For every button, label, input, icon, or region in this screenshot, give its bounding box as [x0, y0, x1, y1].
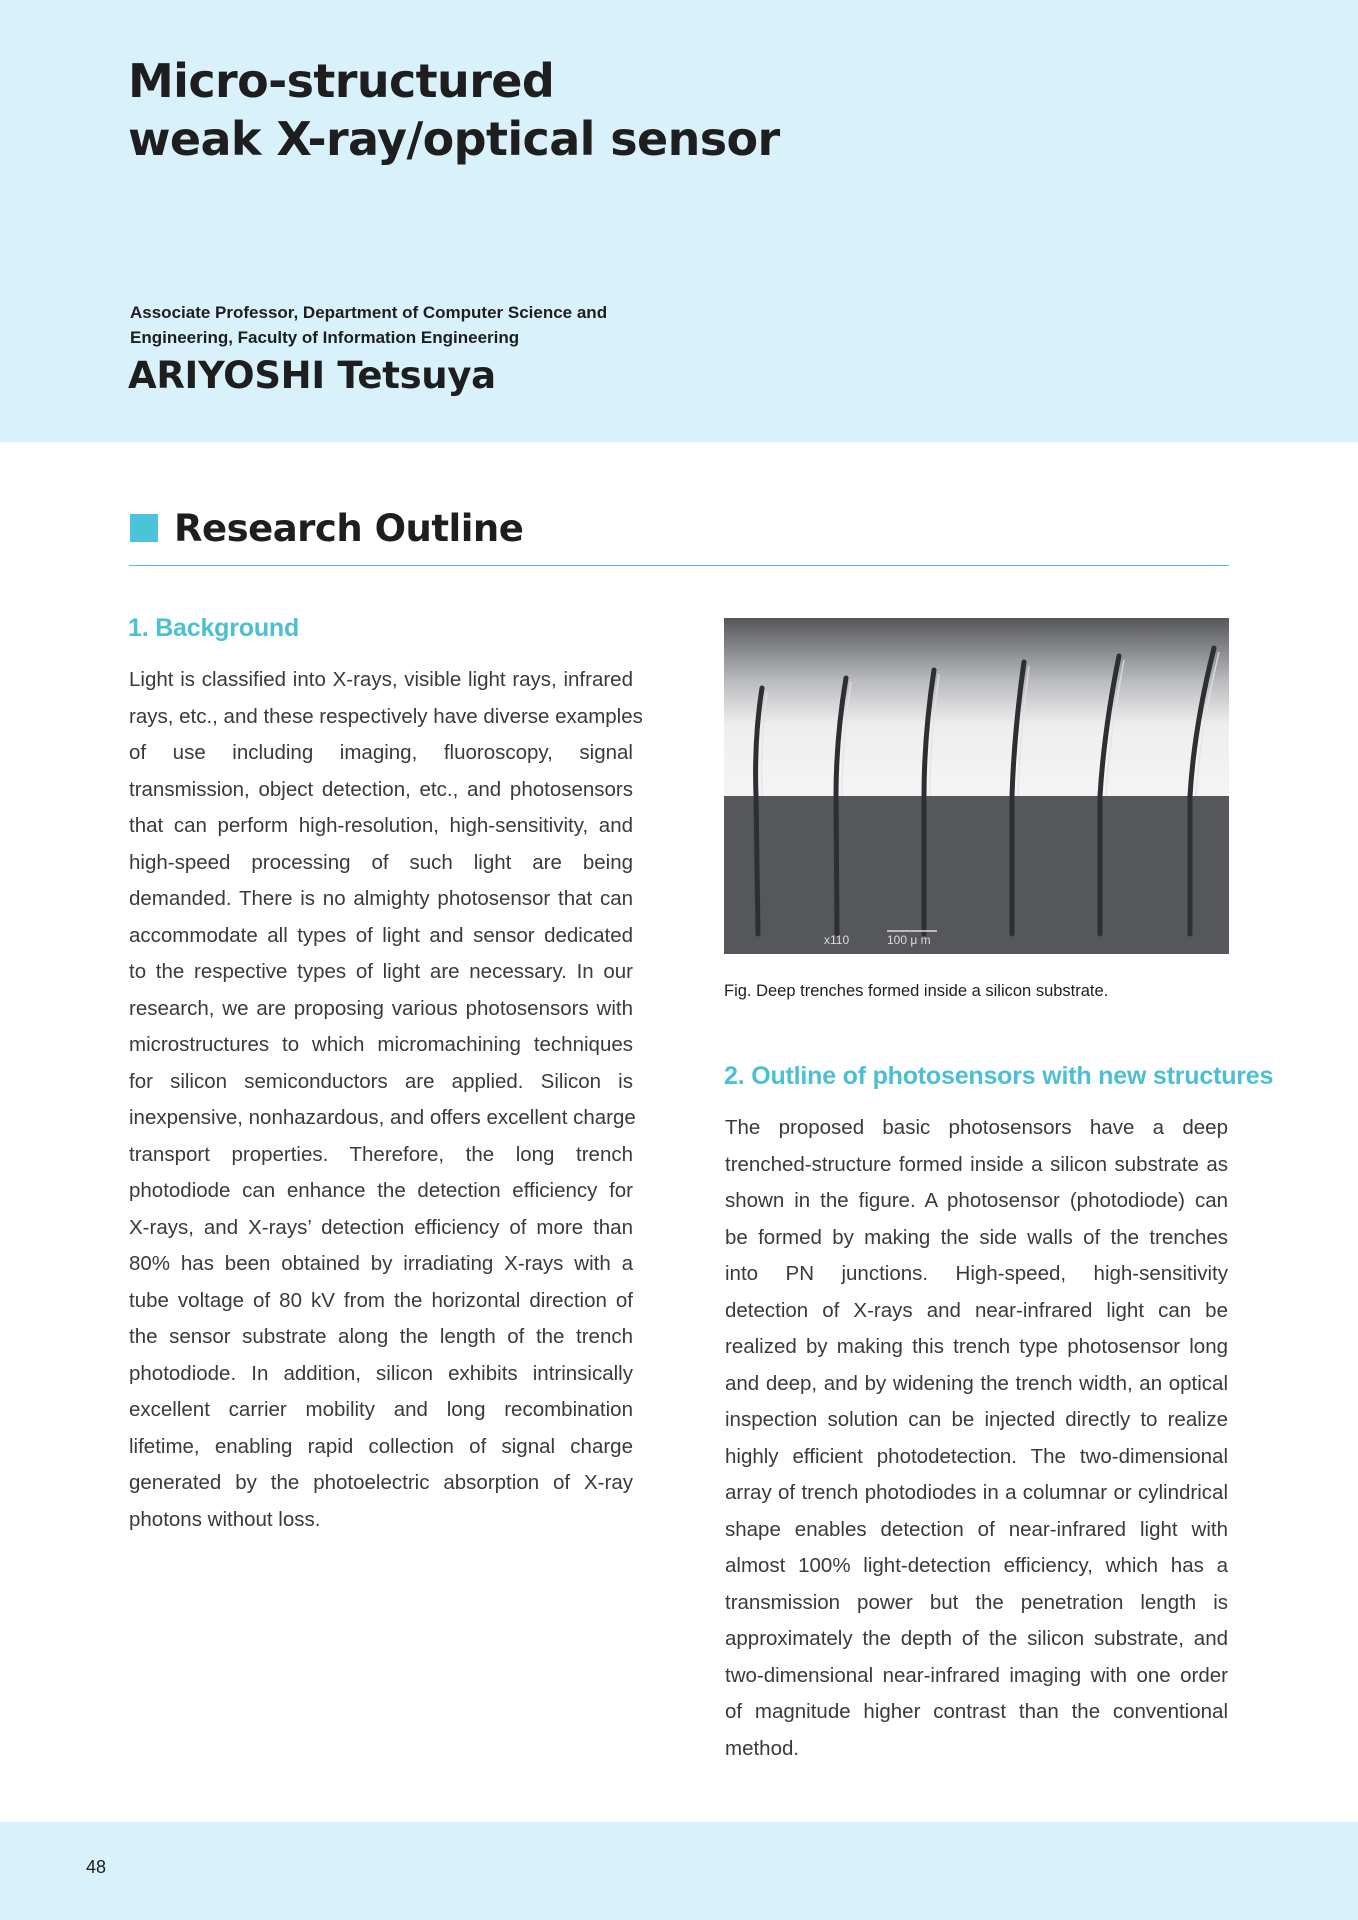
text-line: realized by making this trench type photosensor long [725, 1335, 1228, 1358]
text-line: detection of X-rays and near-infrared light can be [725, 1298, 1228, 1322]
text-line: trenched-structure formed inside a silicon substrate as [725, 1152, 1228, 1176]
text-line: be formed by making the side walls of the trenches [725, 1225, 1228, 1249]
author-name: ARIYOSHI Tetsuya [128, 354, 496, 397]
text-line: highly efficient photodetection. The two-dimensional [725, 1444, 1228, 1468]
text-line: transport properties. Therefore, the long trench [129, 1142, 633, 1166]
text-line: of magnitude higher contrast than the conventional [725, 1700, 1228, 1723]
background-heading: 1. Background [128, 614, 300, 642]
page-number: 48 [86, 1857, 107, 1877]
affiliation-line-2: Engineering, Faculty of Information Engineering [130, 328, 520, 347]
text-line: of use including imaging, fluoroscopy, signal [129, 741, 633, 764]
text-line: two-dimensional near-infrared imaging with one order [725, 1663, 1228, 1687]
background-text [129, 662, 643, 1538]
text-line: almost 100% light-detection efficiency, which has a [725, 1554, 1228, 1577]
footer-band [0, 1822, 1358, 1920]
section-divider [129, 565, 1229, 566]
text-line: into PN junctions. High-speed, high-sensitivity [725, 1262, 1228, 1285]
text-line: shown in the figure. A photosensor (photodiode) can [725, 1189, 1228, 1212]
text-line: tube voltage of 80 kV from the horizontal direction of [129, 1288, 633, 1312]
outline-text [725, 1110, 1228, 1767]
text-line: photons without loss. [129, 1507, 321, 1531]
text-line: for silicon semiconductors are applied. Silicon is [129, 1069, 633, 1093]
text-line: photodiode can enhance the detection efficiency for [129, 1179, 633, 1202]
text-line: approximately the depth of the silicon substrate, and [725, 1627, 1228, 1650]
text-line: X-rays, and X-rays’ detection efficiency of more than [129, 1215, 633, 1239]
figure-caption: Fig. Deep trenches formed inside a silicon substrate. [724, 982, 1109, 1000]
magnification-label: x110 [824, 933, 850, 947]
affiliation-line-1: Associate Professor, Department of Computer Science and [130, 303, 608, 322]
text-line: that can perform high-resolution, high-sensitivity, and [129, 814, 633, 837]
text-line: demanded. There is no almighty photosensor that can [129, 887, 633, 910]
text-line: The proposed basic photosensors have a deep [725, 1116, 1228, 1139]
text-line: inspection solution can be injected directly to realize [725, 1408, 1228, 1431]
text-line: transmission power but the penetration length is [725, 1590, 1228, 1614]
text-line: microstructures to which micromachining techniques [129, 1033, 633, 1056]
text-line: array of trench photodiodes in a columnar or cylindrical [725, 1481, 1228, 1504]
text-line: the sensor substrate along the length of the trench [129, 1325, 633, 1348]
title-line-2: weak X-ray/optical sensor [128, 112, 780, 166]
text-line: to the respective types of light are necessary. In our [129, 960, 633, 983]
text-line: Light is classified into X-rays, visible light rays, infrared [129, 668, 633, 691]
title-line-1: Micro-structured [128, 54, 555, 108]
outline-heading: 2. Outline of photosensors with new structures [724, 1062, 1274, 1090]
text-line: rays, etc., and these respectively have diverse examples [129, 704, 643, 728]
text-line: transmission, object detection, etc., and photosensors [129, 777, 633, 801]
text-line: high-speed processing of such light are being [129, 850, 633, 874]
text-line: accommodate all types of light and sensor dedicated [129, 923, 633, 947]
sem-micrograph [724, 618, 1229, 954]
micrograph-cross-section [724, 796, 1229, 954]
text-line: photodiode. In addition, silicon exhibits intrinsically [129, 1361, 633, 1385]
text-line: excellent carrier mobility and long recombination [129, 1398, 633, 1421]
text-line: research, we are proposing various photosensors with [129, 996, 633, 1020]
text-line: generated by the photoelectric absorption of X-ray [129, 1471, 633, 1494]
scale-label: 100 μ m [887, 933, 931, 947]
text-line: 80% has been obtained by irradiating X-rays with a [129, 1252, 633, 1275]
text-line: shape enables detection of near-infrared light with [725, 1517, 1228, 1541]
text-line: lifetime, enabling rapid collection of signal charge [129, 1434, 633, 1458]
text-line: inexpensive, nonhazardous, and offers excellent charge [129, 1106, 636, 1129]
section-heading [130, 503, 523, 553]
micrograph-top-surface [724, 618, 1229, 796]
page-title [128, 52, 780, 168]
text-line: method. [725, 1736, 800, 1760]
text-line: and deep, and by widening the trench width, an optical [725, 1371, 1228, 1395]
section-title: Research Outline [174, 506, 524, 550]
author-affiliation [130, 300, 690, 350]
section-marker-square [130, 514, 158, 542]
